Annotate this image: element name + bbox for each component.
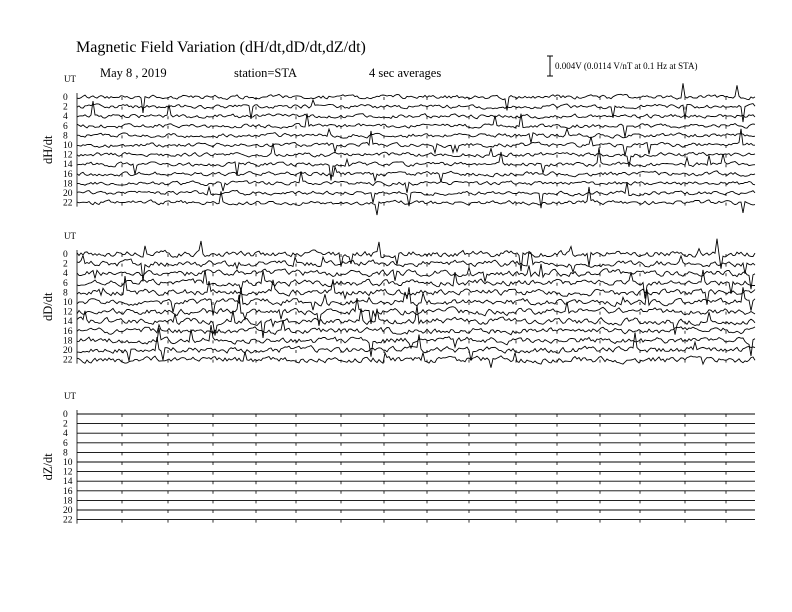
chart-title: Magnetic Field Variation (dH/dt,dD/dt,dZ/dt) <box>76 39 366 56</box>
panel-label: dH/dt <box>41 135 55 165</box>
hour-label: 4 <box>63 112 68 123</box>
date-label: May 8 , 2019 <box>100 66 167 80</box>
hour-label: 18 <box>63 179 73 190</box>
station-label: station=STA <box>234 66 297 80</box>
hour-label: 0 <box>63 93 68 103</box>
hour-label: 14 <box>63 477 73 488</box>
hour-label: 16 <box>63 326 73 337</box>
trace-dHdt-0 <box>77 83 755 113</box>
trace-dDdt-4 <box>77 264 755 289</box>
hour-label: 20 <box>63 189 73 199</box>
trace-dDdt-16 <box>77 320 755 335</box>
hour-label: 22 <box>63 355 73 366</box>
hour-label: 2 <box>63 419 68 430</box>
hour-label: 14 <box>63 317 73 328</box>
hour-label: 18 <box>63 496 73 507</box>
hour-label: 4 <box>63 429 68 440</box>
trace-dDdt-22 <box>77 352 755 368</box>
panel-1 <box>41 74 755 215</box>
panel-label: dD/dt <box>41 292 55 322</box>
scale-label: 0.004V (0.0114 V/nT at 0.1 Hz at STA) <box>555 61 698 71</box>
hour-label: 2 <box>63 259 68 270</box>
hour-label: 8 <box>63 448 68 459</box>
hour-label: 0 <box>63 250 68 260</box>
trace-dDdt-8 <box>77 276 755 305</box>
hour-label: 10 <box>63 298 73 308</box>
hour-label: 12 <box>63 467 73 478</box>
hour-label: 22 <box>63 198 73 209</box>
trace-dHdt-20 <box>77 182 755 208</box>
ut-label: UT <box>64 231 76 241</box>
trace-dDdt-14 <box>77 306 755 339</box>
hour-label: 10 <box>63 141 73 151</box>
ut-label: UT <box>64 391 76 401</box>
hour-label: 2 <box>63 102 68 113</box>
hour-label: 22 <box>63 515 73 526</box>
hour-label: 16 <box>63 486 73 497</box>
hour-label: 8 <box>63 288 68 299</box>
hour-label: 0 <box>63 410 68 420</box>
hour-label: 12 <box>63 307 73 318</box>
hour-label: 14 <box>63 160 73 171</box>
trace-dHdt-8 <box>77 129 755 143</box>
trace-dHdt-22 <box>77 187 755 215</box>
hour-label: 12 <box>63 150 73 161</box>
panel-2 <box>41 231 755 368</box>
panel-label: dZ/dt <box>41 453 55 481</box>
trace-dHdt-2 <box>77 100 755 122</box>
trace-dHdt-4 <box>77 101 755 119</box>
trace-dHdt-14 <box>77 148 755 181</box>
hour-label: 8 <box>63 131 68 142</box>
ut-label: UT <box>64 74 76 84</box>
hour-label: 4 <box>63 269 68 280</box>
scale-bar <box>547 56 553 76</box>
hour-label: 16 <box>63 169 73 180</box>
hour-label: 20 <box>63 346 73 356</box>
trace-dDdt-20 <box>77 332 755 361</box>
hour-label: 6 <box>63 278 68 289</box>
averaging-label: 4 sec averages <box>369 66 442 80</box>
hour-label: 18 <box>63 336 73 347</box>
trace-dHdt-16 <box>77 167 755 182</box>
hour-label: 10 <box>63 458 73 468</box>
panel-3 <box>41 391 755 526</box>
panels-group <box>41 74 755 526</box>
hour-label: 6 <box>63 438 68 449</box>
trace-dHdt-10 <box>77 129 755 156</box>
hour-label: 20 <box>63 506 73 516</box>
hour-label: 6 <box>63 121 68 132</box>
